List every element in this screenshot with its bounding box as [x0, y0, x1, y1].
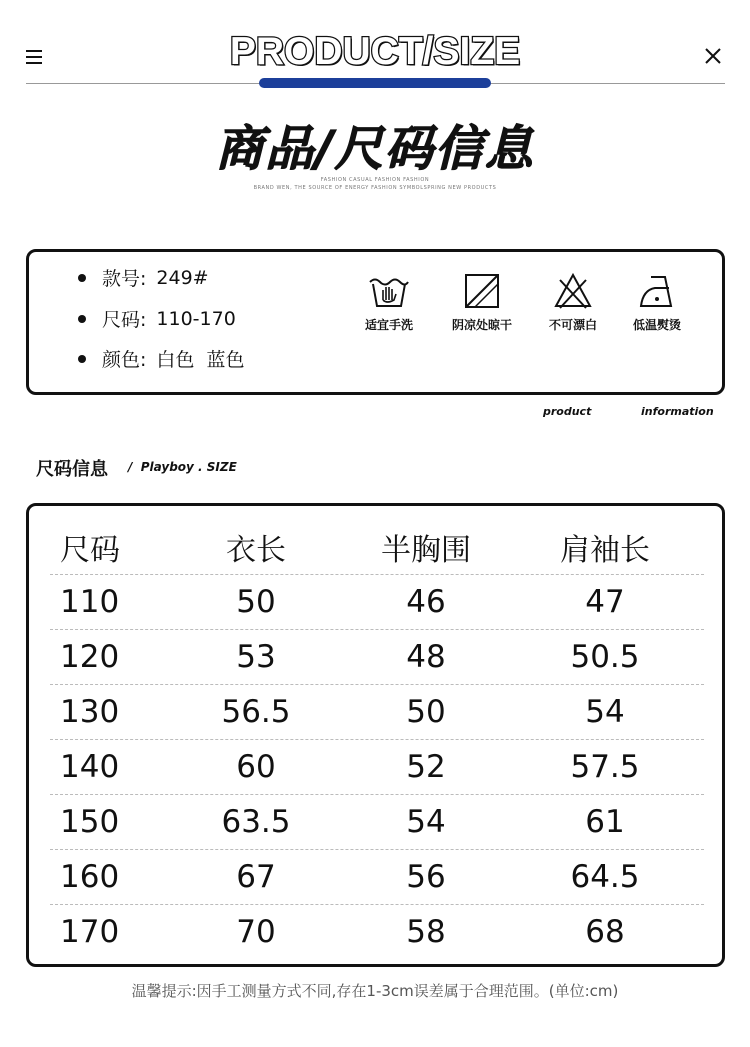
cell-length: 50	[236, 584, 276, 620]
cell-half-chest: 48	[406, 639, 446, 675]
bullet-icon	[78, 315, 86, 323]
cell-shoulder-sleeve: 64.5	[570, 859, 640, 895]
care-hand-wash	[344, 272, 434, 333]
care-label: 不可漂白	[548, 318, 597, 332]
care-label: 阴凉处晾干	[451, 318, 512, 332]
color-value: 白色 蓝色	[156, 349, 245, 371]
table-row	[50, 850, 704, 905]
cell-size: 120	[60, 639, 120, 675]
header-size: 尺码	[60, 533, 120, 568]
low-iron-icon	[637, 272, 677, 310]
cell-shoulder-sleeve: 50.5	[570, 639, 640, 675]
page-title: 商品/尺码信息	[215, 121, 535, 177]
cell-length: 63.5	[221, 804, 291, 840]
tagline-1: FASHION CASUAL FASHION FASHION	[320, 177, 430, 183]
cell-shoulder-sleeve: 47	[585, 584, 625, 620]
table-header-row	[50, 520, 704, 575]
style-label: 款号:	[102, 268, 147, 290]
table-row	[50, 630, 704, 685]
cell-half-chest: 46	[406, 584, 446, 620]
cell-half-chest: 54	[406, 804, 446, 840]
cell-half-chest: 58	[406, 914, 446, 950]
cell-half-chest: 56	[406, 859, 446, 895]
table-row	[50, 685, 704, 740]
table-row	[50, 795, 704, 850]
table-row	[50, 575, 704, 630]
table-row	[50, 905, 704, 959]
table-row	[50, 740, 704, 795]
cell-length: 56.5	[221, 694, 291, 730]
size-value: 110-170	[156, 307, 236, 330]
header-half-chest: 半胸围	[381, 533, 471, 568]
style-value: 249#	[156, 266, 209, 289]
cell-size: 110	[60, 584, 120, 620]
size-label: 尺码:	[102, 309, 147, 331]
cell-length: 53	[236, 639, 276, 675]
bullet-icon	[78, 355, 86, 363]
cell-shoulder-sleeve: 57.5	[570, 749, 640, 785]
cell-size: 160	[60, 859, 120, 895]
care-label: 适宜手洗	[364, 318, 413, 332]
size-section-subheading: / Playboy . SIZE	[128, 460, 237, 474]
cell-shoulder-sleeve: 54	[585, 694, 625, 730]
cell-half-chest: 52	[406, 749, 446, 785]
color-label: 颜色:	[102, 349, 147, 371]
care-low-iron	[612, 272, 702, 333]
header-shoulder-sleeve: 肩袖长	[560, 533, 650, 568]
cell-shoulder-sleeve: 61	[585, 804, 625, 840]
product-tag: product	[543, 405, 592, 418]
shade-dry-icon	[463, 272, 501, 310]
cell-length: 67	[236, 859, 276, 895]
cell-size: 150	[60, 804, 120, 840]
cell-size: 130	[60, 694, 120, 730]
care-no-bleach	[528, 272, 618, 333]
color-line	[78, 345, 245, 372]
cell-size: 140	[60, 749, 120, 785]
information-tag: information	[641, 405, 714, 418]
care-label: 低温熨烫	[632, 318, 681, 332]
style-number-line	[78, 264, 209, 291]
cell-shoulder-sleeve: 68	[585, 914, 625, 950]
cell-size: 170	[60, 914, 120, 950]
cell-length: 60	[236, 749, 276, 785]
footnote: 温馨提示:因手工测量方式不同,存在1-3cm误差属于合理范围。(单位:cm)	[131, 982, 619, 1000]
no-bleach-icon	[553, 272, 593, 310]
cell-half-chest: 50	[406, 694, 446, 730]
size-range-line	[78, 305, 236, 332]
banner-underline	[259, 78, 491, 88]
size-section-heading: 尺码信息	[36, 459, 108, 480]
hand-wash-icon	[367, 272, 411, 310]
header-length: 衣长	[226, 533, 286, 568]
tagline-2: BRAND WEN, THE SOURCE OF ENERGY FASHION SYMBOLSPRING NEW PRODUCTS	[253, 185, 497, 191]
bullet-icon	[78, 274, 86, 282]
cell-length: 70	[236, 914, 276, 950]
size-table	[26, 503, 725, 967]
care-shade-dry	[437, 272, 527, 333]
banner-title: PRODUCT/SIZE	[229, 30, 521, 73]
